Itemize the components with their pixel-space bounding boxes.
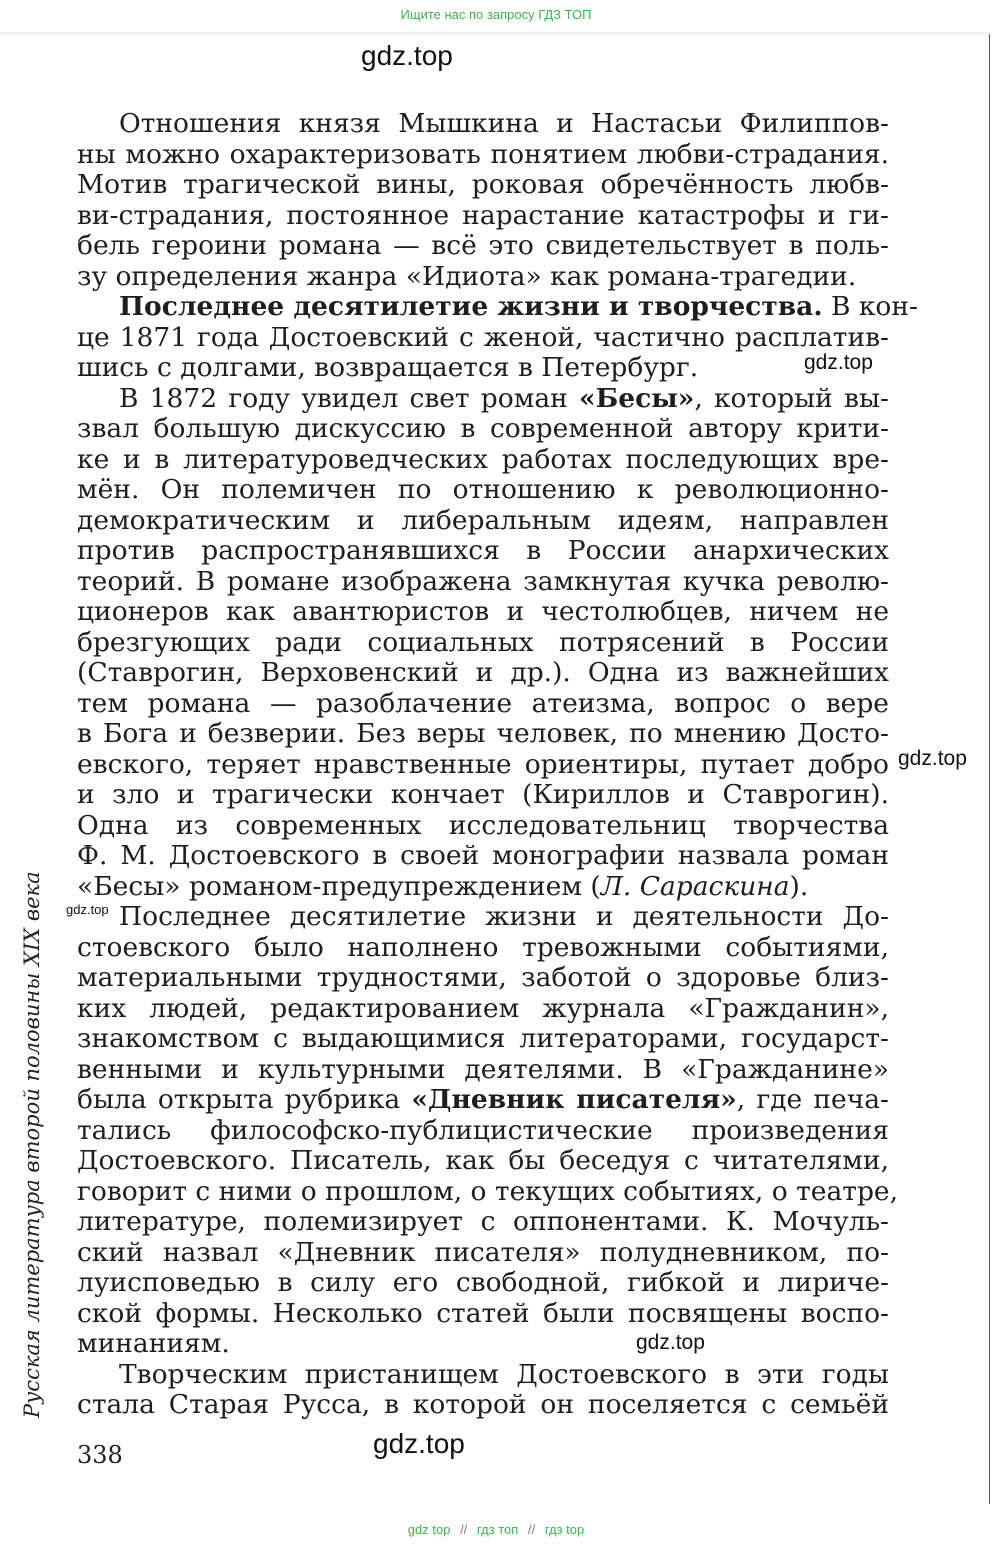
text-line: и зло и трагически кончает (Кириллов и Ставрогин). [77, 779, 889, 810]
text-line: це 1871 года Достоевский с женой, частично расплатив- [77, 321, 889, 353]
page-number: 338 [77, 1441, 123, 1469]
watermark: gdz.top [373, 1428, 465, 1459]
text-line: ский назвал «Дневник писателя» полудневником, по- [77, 1236, 889, 1268]
text-line: Ф. М. Достоевского в своей монографии назвала роман [77, 840, 889, 871]
text-line: в Бога и безверии. Без веры человек, по мнению Досто- [77, 718, 889, 749]
text-fragment: В кон- [822, 291, 919, 322]
text-line [77, 1085, 889, 1116]
text-line: ких людей, редактированием журнала «Гражданин», [77, 992, 889, 1024]
text-line: ви-страдания, постоянное нарастание катастрофы и ги- [77, 199, 889, 231]
text-line: тем романа — разоблачение атеизма, вопрос о вере [77, 687, 889, 719]
text-line: говорит с ними о прошлом, о текущих событиях, о театре, [77, 1175, 899, 1207]
watermark: gdz.top [361, 40, 453, 71]
text-line: ны можно охарактеризовать понятием любви-страдания. [77, 138, 889, 170]
watermark: gdz.top [66, 902, 109, 917]
text-line: ке и в литературоведческих работах последующих вре- [77, 443, 889, 475]
text-line: брезгующих ради социальных потрясений в России [77, 626, 889, 658]
text-line: материальными трудностями, заботой о здоровье близ- [77, 962, 889, 993]
page-body [77, 108, 919, 1421]
text-line: Последнее десятилетие жизни и деятельности До- [119, 901, 889, 932]
footer-link[interactable]: gdz top [407, 1522, 451, 1537]
text-fragment: , который вы- [694, 382, 889, 414]
citation-author: Л. Сараскина [600, 870, 790, 902]
top-banner[interactable] [0, 0, 992, 32]
text-line: против распространявшихся в России анархических [77, 535, 889, 566]
text-line: тались философско-публицистические произведения [77, 1114, 889, 1146]
text-line: Отношения князя Мышкина и Настасьи Филиппов- [119, 108, 889, 139]
text-fragment: В 1872 году увидел свет роман [119, 382, 579, 414]
work-title: «Бесы» [579, 382, 695, 414]
footer-separator: // [460, 1522, 468, 1537]
text-line: евского, теряет нравственные ориентиры, путает добро [77, 748, 889, 780]
text-line: бель героини романа — всё это свидетельствует в поль- [77, 230, 889, 261]
text-line: венными и культурными деятелями. В «Гражданине» [77, 1053, 889, 1085]
side-running-title: Русская литература второй половины XIX века [20, 871, 44, 1418]
text-line: Достоевского. Писатель, как бы беседуя с читателями, [77, 1145, 889, 1176]
text-line: звал большую дискуссию в современной автору крити- [77, 413, 889, 444]
text-line: Одна из современных исследовательниц творчества [77, 809, 889, 841]
text-line: зу определения жанра «Идиота» как романа-трагедии. [77, 260, 857, 292]
watermark: gdz.top [636, 1331, 705, 1354]
text-line: мён. Он полемичен по отношению к революционно- [77, 474, 889, 505]
text-line: знакомством с выдающимися литераторами, государст- [77, 1023, 889, 1054]
text-line: ской формы. Несколько статей были посвящены воспо- [77, 1297, 889, 1329]
text-fragment: была открыта рубрика [77, 1084, 412, 1115]
text-line: минаниям. [77, 1328, 230, 1359]
text-fragment: ). [789, 870, 809, 902]
text-line: демократическим и либеральным идеям, направлен [77, 504, 889, 536]
text-line: теорий. В романе изображена замкнутая кучка револю- [77, 565, 889, 597]
work-title: «Дневник писателя» [411, 1084, 737, 1115]
footer-link[interactable]: гдз top [544, 1522, 585, 1537]
footer-links [0, 1522, 992, 1537]
text-line: стала Старая Русса, в которой он поселяется с семьёй [77, 1389, 889, 1420]
footer-link[interactable]: гдз топ [476, 1522, 519, 1537]
top-banner-text[interactable]: Ищите нас по запросу ГДЗ ТОП [400, 7, 592, 22]
page-edge-divider [989, 34, 990, 1504]
text-line [77, 291, 919, 323]
text-line: ционеров как авантюристов и честолюбцев, ничем не [77, 596, 889, 627]
text-line: шись с долгами, возвращается в Петербург. [77, 352, 699, 383]
text-line [77, 872, 889, 903]
watermark: gdz.top [898, 747, 967, 770]
text-fragment: , где печа- [736, 1084, 889, 1115]
text-line [77, 384, 889, 415]
footer-separator: // [527, 1522, 536, 1537]
text-line: Творческим пристанищем Достоевского в эти годы [119, 1358, 889, 1390]
section-heading: Последнее десятилетие жизни и творчества. [119, 291, 823, 322]
text-line: Мотив трагической вины, роковая обречённость любв- [77, 169, 889, 200]
text-line: литературе, полемизирует с оппонентами. К. Мочуль- [77, 1206, 889, 1237]
watermark: gdz.top [804, 351, 873, 374]
text-line: стоевского было наполнено тревожными событиями, [77, 931, 889, 963]
text-line: (Ставрогин, Верховенский и др.). Одна из важнейших [77, 657, 889, 688]
text-line: луисповедью в силу его свободной, гибкой и лириче- [77, 1267, 889, 1298]
text-fragment: «Бесы» романом-предупреждением ( [77, 870, 601, 902]
